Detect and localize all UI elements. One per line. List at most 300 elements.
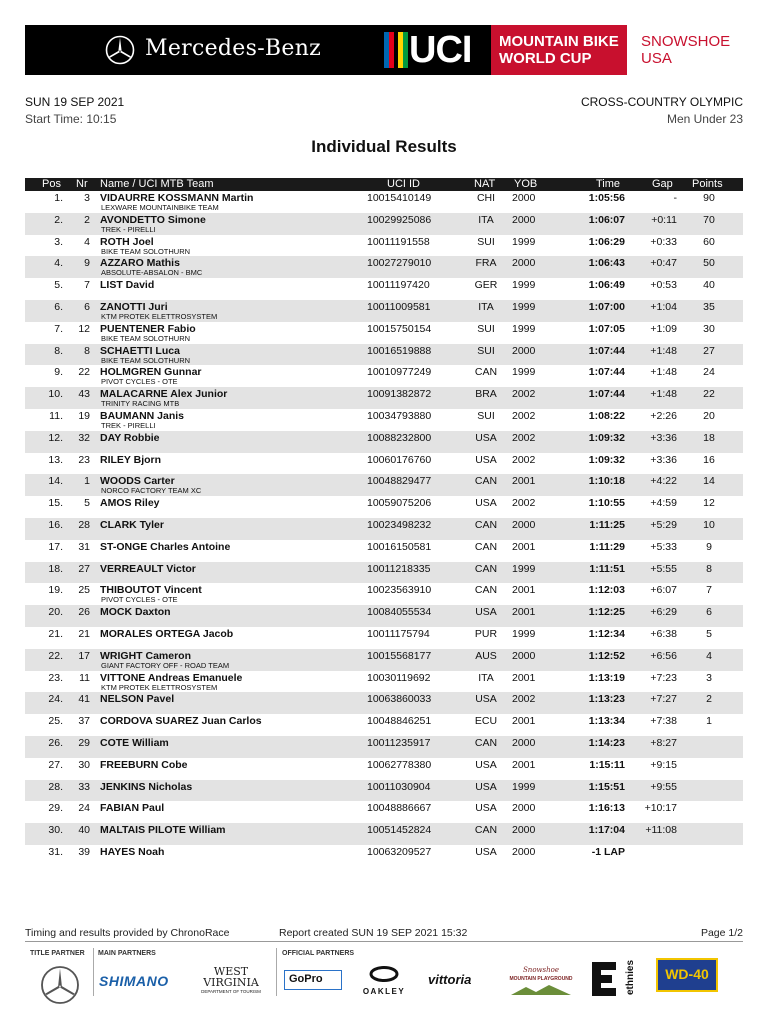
rider-name: NELSON Pavel (100, 693, 175, 706)
nation: CAN (474, 584, 498, 597)
year-of-birth: 2002 (512, 388, 536, 401)
uci-id: 10011218335 (367, 562, 431, 575)
pos: 17. (48, 540, 63, 553)
nr: 4 (84, 235, 90, 248)
year-of-birth: 2002 (512, 409, 536, 422)
race-time: 1:12:34 (588, 627, 625, 640)
table-row (25, 431, 743, 453)
year-of-birth: 2000 (512, 192, 536, 204)
uci-id: 10011030904 (367, 780, 431, 793)
nr: 26 (78, 606, 90, 619)
uci-id: 10048846251 (367, 715, 432, 728)
results-table-header (25, 178, 743, 191)
time-gap: +7:27 (650, 693, 677, 706)
race-time: 1:15:11 (589, 758, 625, 771)
rider-name: VIDAURRE KOSSMANN Martin (100, 192, 254, 204)
nation: GER (474, 279, 498, 292)
year-of-birth: 1999 (512, 300, 536, 313)
nr: 12 (78, 322, 90, 335)
year-of-birth: 2000 (512, 213, 536, 226)
time-gap: +7:23 (650, 671, 677, 684)
rider-name: HAYES Noah (100, 845, 165, 858)
table-row (25, 845, 743, 867)
discipline: CROSS-COUNTRY OLYMPIC (580, 95, 743, 109)
uci-id: 10063209527 (367, 845, 432, 858)
points: 5 (706, 627, 712, 640)
race-time: 1:13:34 (588, 715, 625, 728)
rider-name: HOLMGREN Gunnar (100, 366, 202, 379)
pos: 14. (48, 475, 63, 488)
venue-box (627, 25, 743, 75)
rider-team: TRINITY RACING MTB (101, 399, 180, 409)
rider-team: BIKE TEAM SOLOTHURN (101, 355, 191, 365)
table-row (25, 278, 743, 300)
year-of-birth: 2002 (512, 693, 536, 706)
time-gap: +6:07 (650, 584, 677, 597)
uci-id: 10015750154 (367, 322, 432, 335)
rider-team: LEXWARE MOUNTAINBIKE TEAM (101, 203, 219, 212)
uci-id: 10029925086 (367, 213, 432, 226)
snowshoe-line-1: Snowshoe (523, 966, 559, 974)
nation: USA (475, 606, 497, 619)
oakley-text: OAKLEY (362, 987, 406, 996)
race-time: 1:07:44 (588, 344, 625, 357)
rider-name: AVONDETTO Simone (100, 213, 206, 226)
venue-line-2: USA (641, 50, 672, 67)
race-time: 1:06:07 (588, 213, 625, 226)
points: 6 (706, 606, 712, 619)
pos: 10. (48, 388, 63, 401)
rider-name: MORALES ORTEGA Jacob (100, 627, 234, 640)
points: 14 (703, 475, 715, 488)
table-row (25, 365, 743, 387)
pos: 29. (48, 802, 63, 815)
nr: 24 (78, 802, 90, 815)
rider-team: BIKE TEAM SOLOTHURN (101, 246, 191, 256)
rider-team: GIANT FACTORY OFF - ROAD TEAM (101, 660, 230, 670)
uci-rainbow-stripes (384, 32, 408, 68)
year-of-birth: 2000 (512, 649, 536, 662)
rainbow-stripe (403, 32, 408, 68)
rider-name: ZANOTTI Juri (100, 300, 168, 313)
rider-name: BAUMANN Janis (100, 409, 185, 422)
oakley-logo (354, 966, 414, 996)
time-gap: +6:38 (650, 627, 677, 640)
nr: 25 (78, 584, 90, 597)
points: 7 (706, 584, 712, 597)
page-number: Page 1/2 (700, 927, 743, 939)
rider-name: ROTH Joel (100, 235, 154, 248)
race-time: 1:12:52 (588, 649, 625, 662)
year-of-birth: 1999 (512, 627, 536, 640)
nr: 22 (78, 366, 90, 379)
year-of-birth: 2002 (512, 431, 536, 444)
year-of-birth: 1999 (512, 235, 536, 248)
rider-name: COTE William (100, 736, 169, 749)
wv-line-2: VIRGINIA (203, 976, 259, 989)
points: 9 (706, 540, 712, 553)
col-name: Name / UCI MTB Team (100, 178, 214, 190)
table-row (25, 605, 743, 627)
rider-team: BIKE TEAM SOLOTHURN (101, 333, 191, 343)
nation: ITA (478, 671, 494, 684)
table-row (25, 322, 743, 344)
nation: CHI (476, 192, 496, 204)
nation: ECU (474, 715, 498, 728)
uci-id: 10051452824 (367, 824, 432, 837)
table-row (25, 496, 743, 518)
nation: CAN (474, 736, 498, 749)
nation: ITA (478, 300, 494, 313)
points: 60 (703, 235, 715, 248)
year-of-birth: 1999 (512, 322, 536, 335)
rider-team: TREK - PIRELLI (101, 420, 156, 430)
nr: 1 (84, 475, 90, 488)
uci-id: 10011009581 (367, 300, 431, 313)
table-row (25, 692, 743, 714)
year-of-birth: 2002 (512, 497, 536, 510)
pos: 6. (54, 300, 63, 313)
table-row (25, 300, 743, 322)
uci-id: 10023498232 (367, 518, 432, 531)
nation: SUI (477, 235, 495, 248)
rider-name: THIBOUTOT Vincent (100, 584, 202, 597)
time-gap: +1:48 (650, 344, 677, 357)
pos: 20. (48, 606, 63, 619)
vittoria-logo: vittoria (428, 972, 472, 987)
nation: CAN (474, 562, 498, 575)
points: 2 (706, 693, 712, 706)
points: 24 (703, 366, 715, 379)
col-pos: Pos (42, 178, 61, 190)
table-row (25, 409, 743, 431)
nr: 37 (78, 715, 90, 728)
race-time: 1:15:51 (588, 780, 625, 793)
snowshoe-logo (506, 966, 576, 1000)
time-gap: +6:56 (650, 649, 677, 662)
pos: 12. (48, 431, 63, 444)
table-row (25, 540, 743, 562)
nation: SUI (477, 322, 495, 335)
rider-name: JENKINS Nicholas (100, 780, 193, 793)
year-of-birth: 1999 (512, 780, 536, 793)
nation: ITA (478, 213, 494, 226)
year-of-birth: 2000 (512, 802, 536, 815)
table-row (25, 387, 743, 409)
race-time: 1:13:19 (588, 671, 625, 684)
table-row (25, 235, 743, 257)
title-partner-label: TITLE PARTNER (30, 950, 85, 957)
time-gap: +0:53 (650, 279, 677, 292)
wd40-text: WD-40 (665, 966, 709, 982)
race-time: 1:12:25 (588, 606, 625, 619)
rider-name: VERREAULT Victor (100, 562, 196, 575)
oakley-ellipse-icon (369, 966, 399, 982)
uci-id: 10015410149 (367, 192, 432, 204)
rider-team: PIVOT CYCLES - OTE (101, 377, 178, 387)
nr: 11 (79, 671, 90, 684)
nr: 6 (84, 300, 90, 313)
mountain-icon (511, 985, 571, 995)
time-gap: +10:17 (644, 802, 677, 815)
year-of-birth: 2001 (512, 584, 536, 597)
table-row (25, 213, 743, 235)
mercedes-star-icon (105, 35, 135, 65)
points: 22 (703, 388, 715, 401)
uci-id: 10027279010 (367, 257, 432, 270)
table-row (25, 758, 743, 780)
uci-id: 10060176760 (367, 453, 432, 466)
rider-team: KTM PROTEK ELETTROSYSTEM (101, 682, 218, 692)
nr: 19 (78, 409, 90, 422)
nr: 2 (84, 213, 90, 226)
race-time: 1:06:49 (588, 279, 625, 292)
race-date: SUN 19 SEP 2021 (25, 95, 125, 109)
nation: CAN (474, 366, 498, 379)
points: 1 (706, 715, 712, 728)
pos: 15. (48, 497, 63, 510)
rider-team: TREK - PIRELLI (101, 224, 156, 234)
race-time: 1:05:56 (588, 192, 625, 204)
time-gap: +4:22 (650, 475, 677, 488)
year-of-birth: 2002 (512, 453, 536, 466)
timing-provider: Timing and results provided by ChronoRace (25, 927, 230, 939)
pos: 13. (48, 453, 63, 466)
points: 40 (703, 279, 715, 292)
col-gap: Gap (652, 178, 673, 190)
rider-name: LIST David (100, 279, 155, 292)
uci-id: 10011191558 (367, 235, 430, 248)
race-time: 1:17:04 (588, 824, 625, 837)
event-line-2: WORLD CUP (499, 50, 592, 67)
year-of-birth: 2000 (512, 518, 536, 531)
rider-name: WOODS Carter (100, 475, 175, 488)
race-time: 1:07:00 (588, 300, 625, 313)
gopro-logo (284, 970, 342, 990)
points: 8 (706, 562, 712, 575)
wv-line-1: WEST (213, 965, 249, 978)
year-of-birth: 2001 (512, 540, 536, 553)
nr: 3 (84, 192, 90, 204)
table-row (25, 649, 743, 671)
table-row (25, 823, 743, 845)
partner-divider (276, 948, 277, 996)
col-nat: NAT (474, 178, 496, 190)
nr: 30 (78, 758, 90, 771)
nation: CAN (474, 518, 498, 531)
points: 90 (703, 192, 715, 204)
pos: 7. (54, 322, 63, 335)
points: 3 (706, 671, 712, 684)
footer-divider (25, 941, 743, 942)
nr: 9 (84, 257, 90, 270)
time-gap: +6:29 (650, 606, 677, 619)
race-time: 1:09:32 (588, 453, 625, 466)
table-row (25, 583, 743, 605)
nr: 5 (84, 497, 90, 510)
time-gap: +1:09 (650, 322, 677, 335)
points: 27 (703, 344, 715, 357)
rider-name: AZZARO Mathis (100, 257, 180, 270)
nation: USA (475, 453, 497, 466)
table-row (25, 474, 743, 496)
pos: 19. (48, 584, 63, 597)
time-gap: +0:47 (650, 257, 677, 270)
year-of-birth: 2001 (512, 715, 536, 728)
header-banner (25, 25, 743, 75)
uci-id: 10048829477 (367, 475, 432, 488)
year-of-birth: 2000 (512, 257, 536, 270)
pos: 24. (48, 693, 63, 706)
uci-id: 10059075206 (367, 497, 432, 510)
rider-name: SCHAETTI Luca (100, 344, 180, 357)
nr: 7 (84, 279, 90, 292)
rider-team: PIVOT CYCLES - OTE (101, 595, 178, 605)
pos: 23. (48, 671, 63, 684)
pos: 28. (48, 780, 63, 793)
ethnies-logo: ethnies (625, 959, 636, 995)
pos: 16. (48, 518, 63, 531)
table-row (25, 801, 743, 823)
nation: FRA (475, 257, 497, 270)
rider-name: MALTAIS PILOTE William (100, 824, 226, 837)
page-title: Individual Results (311, 137, 457, 156)
time-gap: +2:26 (650, 409, 677, 422)
year-of-birth: 2001 (512, 671, 536, 684)
rider-name: CORDOVA SUAREZ Juan Carlos (100, 715, 262, 728)
ethnies-e-icon (592, 962, 616, 996)
points: 18 (703, 431, 715, 444)
time-gap: +9:55 (650, 780, 677, 793)
pos: 22. (48, 649, 63, 662)
rider-name: CLARK Tyler (100, 518, 164, 531)
nr: 33 (78, 780, 90, 793)
nr: 28 (78, 518, 90, 531)
race-time: 1:14:23 (588, 736, 625, 749)
results-table-body (25, 191, 743, 867)
points: 70 (703, 213, 715, 226)
nr: 27 (78, 562, 90, 575)
race-time: 1:10:55 (588, 497, 625, 510)
nation: CAN (474, 824, 498, 837)
time-gap: +5:29 (650, 518, 677, 531)
race-time: 1:07:44 (588, 366, 625, 379)
table-row (25, 671, 743, 693)
race-time: 1:16:13 (588, 802, 625, 815)
time-gap: +7:38 (650, 715, 677, 728)
table-row (25, 627, 743, 649)
year-of-birth: 2000 (512, 845, 536, 858)
time-gap: +3:36 (650, 453, 677, 466)
mercedes-partner-icon (40, 965, 80, 1005)
uci-id: 10016519888 (367, 344, 432, 357)
uci-id: 10084055534 (367, 606, 432, 619)
nr: 43 (78, 388, 90, 401)
time-gap: +1:48 (650, 388, 677, 401)
col-points: Points (692, 178, 723, 190)
pos: 31. (48, 845, 63, 858)
shimano-logo: SHIMANO (99, 973, 169, 989)
uci-id: 10016150581 (367, 540, 432, 553)
points: 4 (706, 649, 712, 662)
nation: SUI (477, 344, 495, 357)
points: 10 (703, 518, 715, 531)
rider-name: MALACARNE Alex Junior (100, 388, 228, 401)
gopro-text: GoPro (289, 973, 323, 985)
pos: 30. (48, 824, 63, 837)
year-of-birth: 2001 (512, 606, 536, 619)
race-time: 1:10:18 (588, 475, 625, 488)
time-gap: +9:15 (650, 758, 677, 771)
nation: USA (475, 780, 497, 793)
pos: 4. (54, 257, 63, 270)
nation: USA (475, 431, 497, 444)
nr: 40 (78, 824, 90, 837)
uci-logo-text: UCI (409, 29, 472, 71)
pos: 9. (54, 366, 63, 379)
nation: CAN (474, 475, 498, 488)
race-time: 1:07:44 (588, 388, 625, 401)
race-time: 1:11:25 (589, 518, 625, 531)
table-row (25, 256, 743, 278)
nation: BRA (475, 388, 497, 401)
uci-id: 10088232800 (367, 431, 432, 444)
race-time: 1:08:22 (588, 409, 625, 422)
col-uci-id: UCI ID (387, 178, 420, 190)
nation: CAN (474, 540, 498, 553)
nation: USA (475, 845, 497, 858)
year-of-birth: 2000 (512, 344, 536, 357)
rider-name: FABIAN Paul (100, 802, 165, 815)
nr: 23 (78, 453, 90, 466)
uci-id: 10011175794 (367, 627, 430, 640)
snowshoe-line-2: MOUNTAIN PLAYGROUND (509, 976, 573, 982)
uci-id: 10048886667 (367, 802, 432, 815)
rider-name: DAY Robbie (100, 431, 160, 444)
col-yob: YOB (514, 178, 538, 190)
year-of-birth: 2000 (512, 824, 536, 837)
nr: 39 (78, 845, 90, 858)
race-time: 1:12:03 (588, 584, 625, 597)
time-gap: +5:55 (650, 562, 677, 575)
points: 16 (703, 453, 715, 466)
table-row (25, 562, 743, 584)
race-time: 1:06:43 (588, 257, 625, 270)
rider-name: WRIGHT Cameron (100, 649, 192, 662)
nr: 17 (78, 649, 90, 662)
pos: 18. (48, 562, 63, 575)
pos: 5. (54, 279, 63, 292)
pos: 1. (54, 192, 63, 204)
nation: USA (475, 693, 497, 706)
nr: 8 (84, 344, 90, 357)
rider-name: RILEY Bjorn (100, 453, 162, 466)
uci-id: 10015568177 (367, 649, 432, 662)
nation: SUI (477, 409, 495, 422)
pos: 11. (49, 409, 63, 422)
event-line-1: MOUNTAIN BIKE (499, 33, 619, 50)
time-gap: +5:33 (650, 540, 677, 553)
rider-name: PUENTENER Fabio (100, 322, 196, 335)
table-row (25, 736, 743, 758)
time-gap: +4:59 (650, 497, 677, 510)
nation: USA (475, 497, 497, 510)
rider-name: FREEBURN Cobe (100, 758, 188, 771)
nr: 32 (78, 431, 90, 444)
table-row (25, 780, 743, 802)
rider-name: ST-ONGE Charles Antoine (100, 540, 231, 553)
uci-id: 10011197420 (367, 279, 430, 292)
